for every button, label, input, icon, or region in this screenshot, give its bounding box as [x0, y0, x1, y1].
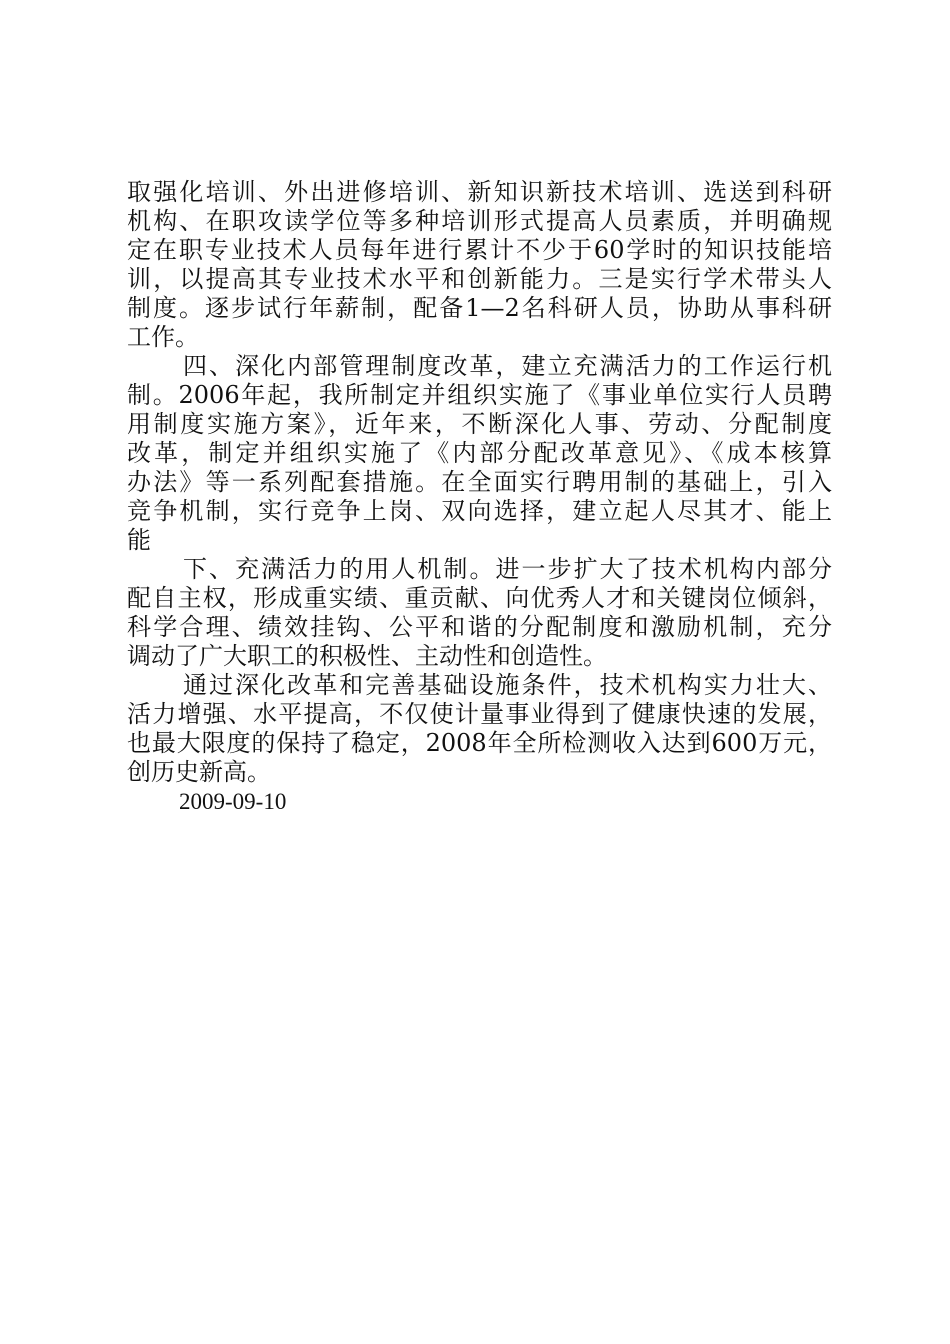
paragraph-start-line: 通过深化改革和完善基础设施条件，技术机构实力壮大、 — [183, 671, 832, 699]
text-line: 也最大限度的保持了稳定，2008年全所检测收入达到600万元， — [127, 729, 832, 757]
text-line: 活力增强、水平提高，不仅使计量事业得到了健康快速的发展， — [127, 700, 832, 728]
text-line: 创历史新高。 — [127, 758, 271, 786]
text-line: 训，以提高其专业技术水平和创新能力。三是实行学术带头人 — [127, 265, 832, 293]
text-line: 办法》等一系列配套措施。在全面实行聘用制的基础上，引入 — [127, 468, 832, 496]
text-line: 工作。 — [127, 323, 199, 351]
text-line: 机构、在职攻读学位等多种培训形式提高人员素质，并明确规 — [127, 207, 832, 235]
text-line: 取强化培训、外出进修培训、新知识新技术培训、选送到科研 — [127, 178, 832, 206]
text-line: 科学合理、绩效挂钩、公平和谐的分配制度和激励机制，充分 — [127, 613, 832, 641]
text-line: 改革，制定并组织实施了《内部分配改革意见》、《成本核算 — [127, 439, 832, 467]
paragraph-start-line: 四、深化内部管理制度改革，建立充满活力的工作运行机 — [183, 352, 832, 380]
text-line: 制度。逐步试行年薪制，配备1—2名科研人员，协助从事科研 — [127, 294, 832, 322]
text-line: 制。2006年起，我所制定并组织实施了《事业单位实行人员聘 — [127, 381, 832, 409]
text-line: 配自主权，形成重实绩、重贡献、向优秀人才和关键岗位倾斜， — [127, 584, 832, 612]
text-line: 定在职专业技术人员每年进行累计不少于60学时的知识技能培 — [127, 236, 832, 264]
text-line: 用制度实施方案》，近年来，不断深化人事、劳动、分配制度 — [127, 410, 832, 438]
text-line: 能 — [127, 526, 151, 554]
document-body — [127, 178, 832, 816]
text-line: 调动了广大职工的积极性、主动性和创造性。 — [127, 642, 607, 670]
text-line: 竞争机制，实行竞争上岗、双向选择，建立起人尽其才、能上 — [127, 497, 832, 525]
paragraph-start-line: 下、充满活力的用人机制。进一步扩大了技术机构内部分 — [183, 555, 832, 583]
document-date: 2009-09-10 — [179, 789, 287, 814]
